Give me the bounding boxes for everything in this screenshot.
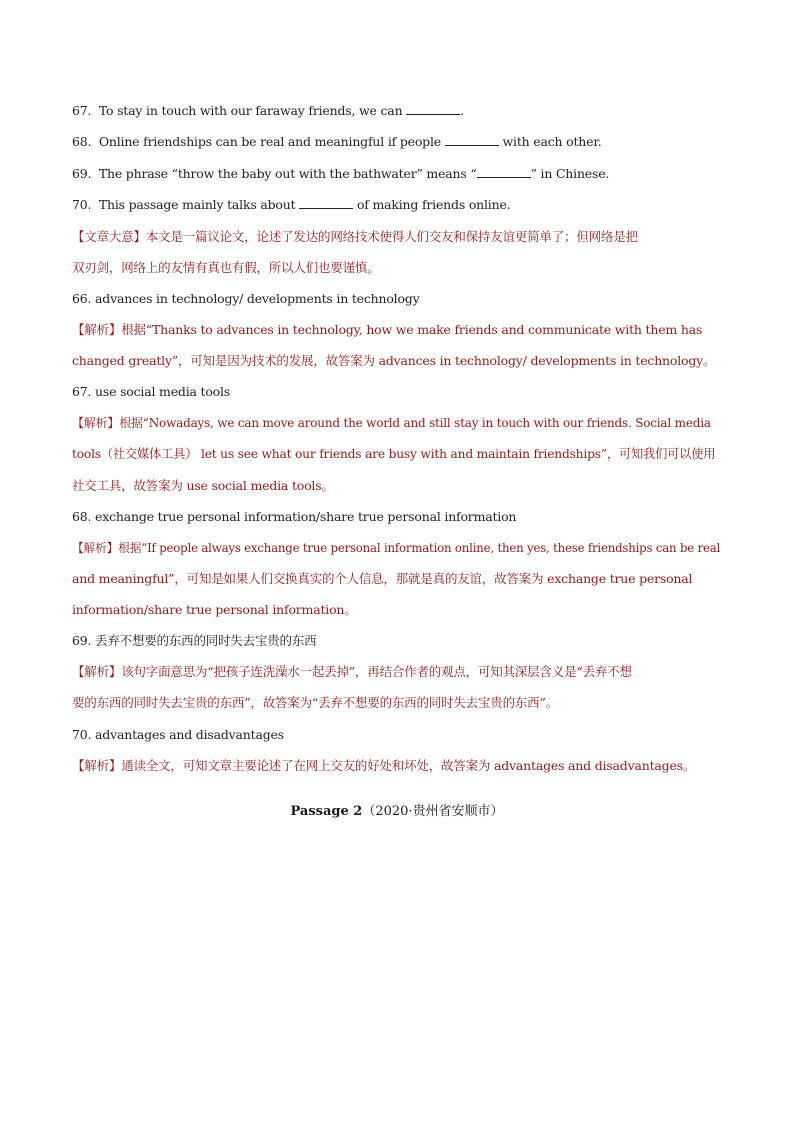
explanation-text: 该句字面意思为“把孩子连洗澡水一起丢掉”，再结合作者的观点，可知其深层含义是“丢弃不想 [121, 664, 632, 679]
explanation-text: 根据“Thanks to advances in technology, how we make friends and communicate with them has [121, 322, 703, 337]
question-number: 70. [72, 197, 92, 212]
explanation-text: 通读全文，可知文章主要论述了在网上交友的好处和坏处，故答案为 advantages and disadvantages。 [121, 758, 696, 773]
answer-66-explanation-2: changed greatly”，可知是因为技术的发展，故答案为 advances in technology/ developments in technology。 [72, 353, 716, 368]
explanation-text: 根据“If people always exchange true personal information online, then yes, these friendships can be real [118, 541, 721, 555]
explanation-label: 【解析】 [72, 322, 122, 337]
answer-blank[interactable] [445, 134, 499, 146]
summary-text: 双刃剑，网络上的友情有真也有假，所以人们也要谨慎。 [72, 260, 380, 275]
answer-blank[interactable] [477, 166, 531, 178]
question-number: 67. [72, 103, 92, 118]
answer-67-explanation-1 [72, 415, 722, 431]
answer-blank[interactable] [299, 197, 353, 209]
answer-66-title: 66. advances in technology/ developments in technology [72, 291, 420, 306]
question-text: The phrase “throw the baby out with the bathwater” means “ [98, 166, 477, 181]
question-text: This passage mainly talks about [98, 197, 296, 212]
explanation-label: 【解析】 [72, 541, 119, 555]
answer-70-explanation-1 [72, 758, 722, 774]
answer-68-title: 68. exchange true personal information/share true personal information [72, 509, 517, 524]
explanation-label: 【解析】 [72, 416, 120, 430]
question-number: 68. [72, 134, 92, 149]
answer-66-explanation-1 [72, 322, 722, 338]
answer-69-explanation-2: 要的东西的同时失去宝贵的东西”，故答案为“丢弃不想要的东西的同时失去宝贵的东西”。 [72, 695, 558, 710]
answer-67-title: 67. use social media tools [72, 384, 231, 399]
summary-line-1 [72, 229, 722, 245]
answer-69-title: 69. 丢弃不想要的东西的同时失去宝贵的东西 [72, 633, 317, 648]
summary-label: 【文章大意】 [72, 229, 146, 244]
question-text-after: of making friends online. [356, 197, 511, 212]
summary-text: 本文是一篇议论文，论述了发达的网络技术使得人们交友和保持友谊更简单了；但网络是把 [145, 229, 638, 244]
question-text-after: with each other. [502, 134, 602, 149]
answer-70-title: 70. advantages and disadvantages [72, 727, 284, 742]
explanation-text: 根据“Nowadays, we can move around the world and still stay in touch with our friends. Social media [119, 416, 711, 430]
answer-blank[interactable] [406, 103, 460, 115]
question-text-after: ” in Chinese. [530, 166, 610, 181]
answer-69-explanation-1 [72, 664, 722, 680]
question-70 [72, 197, 722, 213]
question-67 [72, 103, 722, 119]
explanation-label: 【解析】 [72, 664, 122, 679]
question-text-after: . [460, 103, 464, 118]
passage-heading [72, 804, 722, 820]
answer-68-explanation-1 [72, 540, 722, 556]
answer-67-explanation-2: tools（社交媒体工具） let us see what our friends are busy with and maintain friendships”，可知我们可以使用 [72, 447, 716, 461]
answer-67-explanation-3: 社交工具，故答案为 use social media tools。 [72, 478, 334, 493]
question-text: Online friendships can be real and meaningful if people [98, 134, 441, 149]
passage-title: Passage 2 [290, 804, 363, 819]
explanation-label: 【解析】 [72, 758, 122, 773]
summary-line-2 [72, 260, 722, 276]
question-69 [72, 166, 722, 182]
question-text: To stay in touch with our faraway friends, we can [98, 103, 403, 118]
answer-68-explanation-3: information/share true personal information。 [72, 602, 357, 617]
passage-source: （2020·贵州省安顺市） [362, 804, 504, 819]
question-number: 69. [72, 166, 92, 181]
answer-68-explanation-2: and meaningful”，可知是如果人们交换真实的个人信息，那就是真的友谊，故答案为 exchange true personal [72, 571, 693, 586]
question-68 [72, 134, 722, 150]
